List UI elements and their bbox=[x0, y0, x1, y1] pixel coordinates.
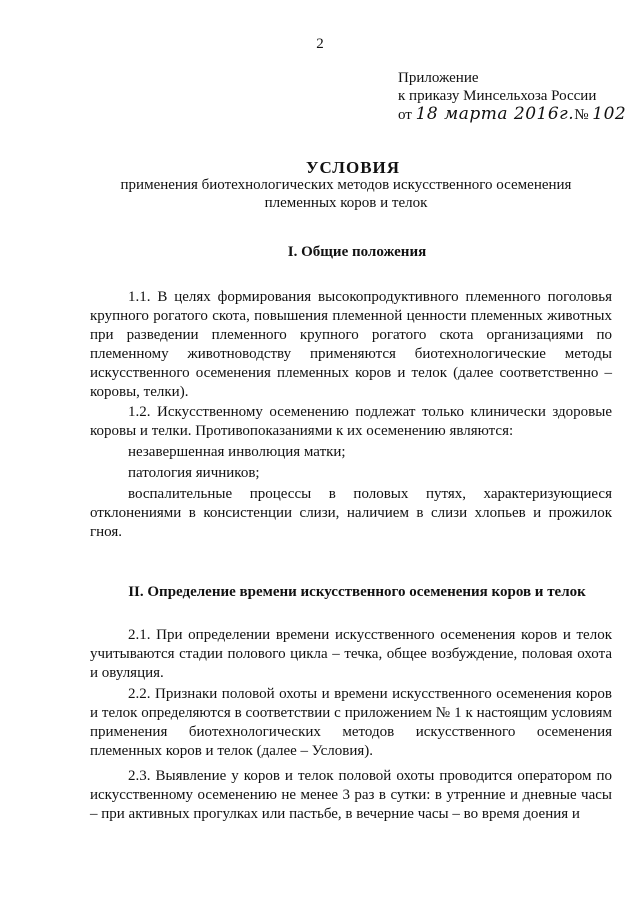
contraindication-item: патология яичников; bbox=[128, 465, 260, 481]
appendix-block bbox=[398, 69, 626, 124]
document-title: УСЛОВИЯ bbox=[305, 158, 401, 177]
section2-heading: II. Определение времени искусственного осеменения коров и телок bbox=[128, 584, 586, 600]
handwritten-order-number: 102 bbox=[592, 104, 627, 124]
paragraph-1-2: 1.2. Искусственному осеменению подлежат только клинически здоровые коровы и телки. Противопоказаниями к их осеменению являются: bbox=[90, 404, 612, 439]
appendix-from-label: от bbox=[398, 107, 412, 123]
page-number: 2 bbox=[316, 36, 324, 52]
paragraph-2-2: 2.2. Признаки половой охоты и времени искусственного осеменения коров и телок определяются в соответствии с приложением № 1 к настоящим условиям применения биотехнологических методов искусственного осеменения племенных коров и телок (далее – Условия). bbox=[90, 686, 612, 759]
paragraph-1-1: 1.1. В целях формирования высокопродуктивного племенного поголовья крупного рогатого скота, повышения племенной ценности племенных животных при разведении племенного крупного рогатого скота организациями по племенному животноводству применяются биотехнологические методы искусственного осеменения племенных коров и телок (далее соответственно – коровы, телки). bbox=[90, 289, 612, 400]
appendix-line1: Приложение bbox=[398, 70, 479, 86]
contraindication-item: воспалительные процессы в половых путях, характеризующиеся отклонениями в консистенции слизи, наличием в слизи хлопьев и прожилок гноя. bbox=[90, 486, 612, 540]
section1-heading: I. Общие положения bbox=[287, 244, 427, 260]
contraindication-item: незавершенная инволюция матки; bbox=[128, 444, 346, 460]
handwritten-date: 18 марта 2016г. bbox=[415, 104, 575, 124]
document-subtitle: применения биотехнологических методов искусственного осеменения племенных коров и телок bbox=[120, 177, 572, 211]
appendix-line2: к приказу Минсельхоза России bbox=[398, 88, 597, 104]
paragraph-2-1: 2.1. При определении времени искусственного осеменения коров и телок учитываются стадии полового цикла – течка, общее возбуждение, половая охота и овуляция. bbox=[90, 627, 612, 681]
order-number-label: № bbox=[574, 107, 589, 123]
paragraph-2-3: 2.3. Выявление у коров и телок половой охоты проводится оператором по искусственному осеменению не менее 3 раз в сутки: в утренние и дневные часы – при активных прогулках или пастьбе, в вечерние часы – во время доения и bbox=[90, 768, 612, 822]
appendix-line3 bbox=[398, 105, 626, 124]
